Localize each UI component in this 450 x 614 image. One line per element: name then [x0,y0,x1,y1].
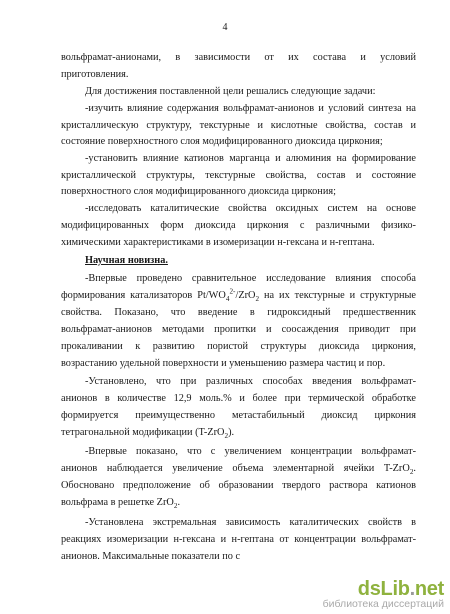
text-line: модифицированных форм диоксида циркония с различными физико- [61,220,416,231]
text-line: кристаллическую структуру, текстурные и кислотные свойства, состав и [61,120,416,131]
text-line: приготовления. [61,69,129,80]
text-line: анионов в количестве 12,9 моль.% и более при термической обработке [61,393,416,404]
text-line: реакциях изомеризации н-гексана и н-гептана от концентрации вольфрамат- [61,534,416,545]
text-line: вольфрама в решетке ZrO$_2$. [61,497,181,511]
text-line: Для достижения поставленной цели решались следующие задачи: [85,86,376,97]
text-line: вольфрамат-анионами, в зависимости от их состава и условий [61,52,416,63]
text-line: вольфрамат-анионов методами пропитки и соосаждения приводит при [61,324,416,335]
text-line: -исследовать каталитические свойства оксидных систем на основе [85,203,416,214]
section-heading: Научная новизна. [85,255,168,266]
text-line: поверхностного слоя модифицированного диоксида циркония; [61,186,336,197]
text-line: формирования катализаторов $Pt/WO_4^{2-}/ZrO_2$ на их текстурные и структурные [61,287,416,304]
text-line: -Впервые показано, что с увеличением концентрации вольфрамат- [85,446,416,457]
text-line: -Впервые проведено сравнительное исследование влияния способа [85,273,416,284]
text-line: возрастанию удельной поверхности и уменьшению размера частиц и пор. [61,358,386,369]
text-line: анионов. Максимальные показатели по с [61,551,241,562]
watermark-tagline: библиотека диссертаций [322,598,444,610]
text-line: свойства. Показано, что введение в гидроксидный предшественник [61,307,416,318]
text-line: анионов наблюдается увеличение объема элементарной ячейки T-ZrO$_2$. [61,463,416,477]
logo-dot: . [409,578,415,600]
text-line: Обосновано предположение об образовании твердого раствора катионов [61,480,416,491]
text-line: -Установлено, что при различных способах введения вольфрамат- [85,376,416,387]
page-number: 4 [222,22,228,33]
text-line: состояние поверхностного слоя модифицированного диоксида циркония; [61,136,383,147]
text-line: -изучить влияние содержания вольфрамат-анионов и условий синтеза на [85,103,416,114]
text-line: кристаллической структуры, текстурные свойства, состав и состояние [61,170,416,181]
text-line: прокаливании к развитию пористой структуры диоксида циркония, [61,341,416,352]
logo-tld: net [414,578,444,600]
text-line: формируется преимущественно метастабильный диоксид циркония [61,410,416,421]
text-line: тетрагональной модификации (T-ZrO$_2$). [61,427,235,441]
text-line: -установить влияние катионов марганца и алюминия на формирование [85,153,416,164]
text-line: химическими характеристиками в изомеризации н-гексана и н-гептана. [61,237,375,248]
dslib-watermark[interactable] [323,578,444,610]
logo-main: dsLib [357,578,410,600]
text-line: -Установлена экстремальная зависимость каталитических свойств в [85,517,416,528]
